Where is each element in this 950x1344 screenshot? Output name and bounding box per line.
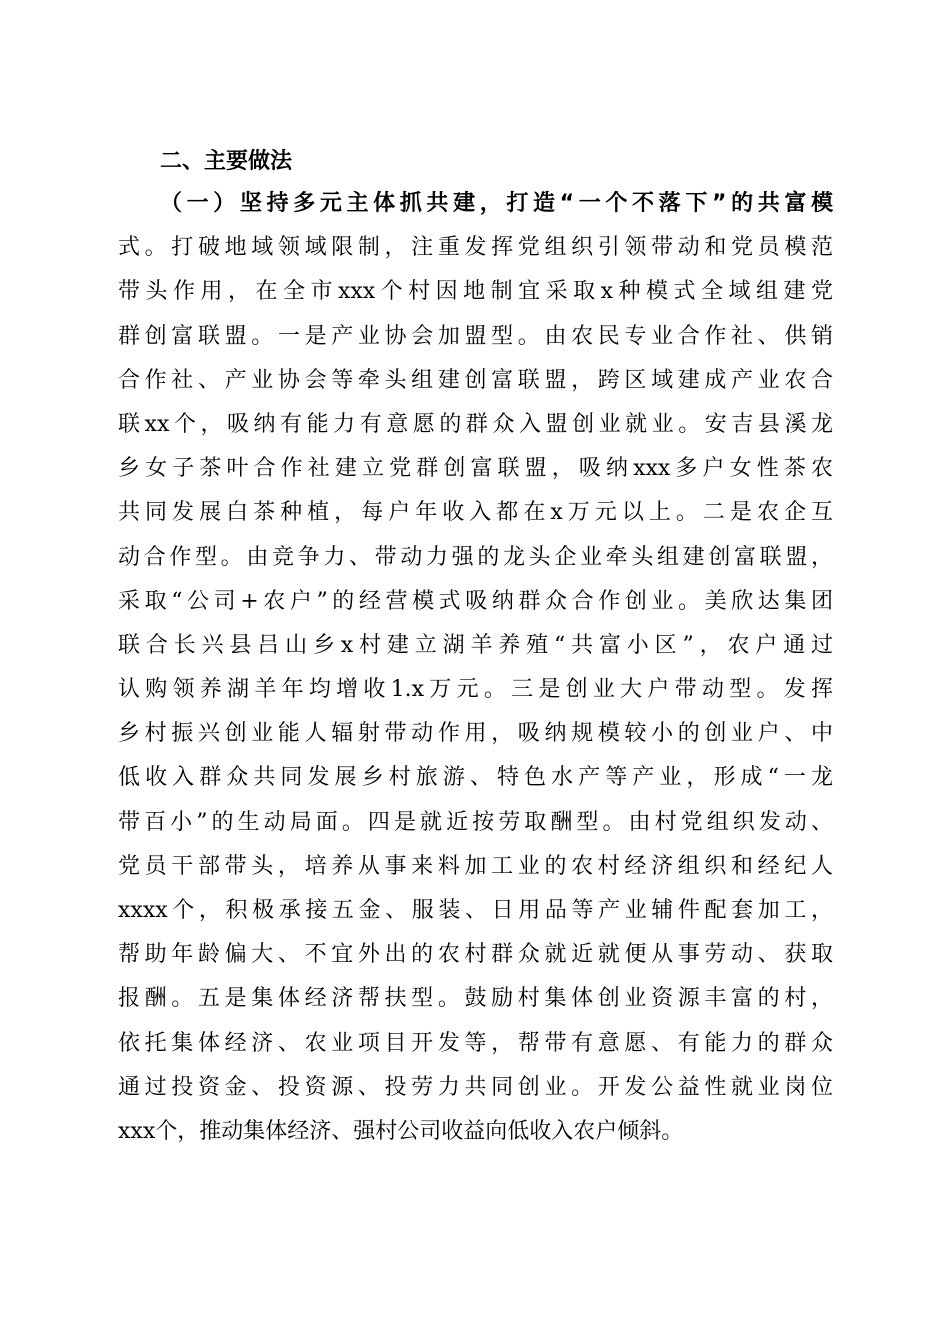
paragraph-line: 帮助年龄偏大、不宜外出的农村群众就近就便从事劳动、获取 <box>118 942 833 968</box>
paragraph-line: 联xx个，吸纳有能力有意愿的群众入盟创业就业。安吉县溪龙 <box>118 411 833 437</box>
paragraph-line: 式。打破地域领域限制，注重发挥党组织引领带动和党员模范 <box>118 235 833 261</box>
paragraph-line: 乡女子茶叶合作社建立党群创富联盟，吸纳xxx多户女性茶农 <box>118 456 833 482</box>
paragraph-line: 低收入群众共同发展乡村旅游、特色水产等产业，形成“一龙 <box>118 765 833 791</box>
paragraph-line: 党员干部带头，培养从事来料加工业的农村经济组织和经纪人 <box>118 853 833 879</box>
paragraph-line: xxxx个，积极承接五金、服装、日用品等产业辅件配套加工， <box>118 898 833 923</box>
paragraph-line: 通过投资金、投资源、投劳力共同创业。开发公益性就业岗位 <box>118 1074 833 1100</box>
paragraph-line: 带头作用，在全市xxx个村因地制宜采取x种模式全域组建党 <box>118 279 833 305</box>
paragraph-line: 共同发展白茶种植，每户年收入都在x万元以上。二是农企互 <box>118 500 833 526</box>
paragraph-body <box>118 182 833 1154</box>
paragraph-line: 报酬。五是集体经济帮扶型。鼓励村集体创业资源丰富的村， <box>118 986 833 1012</box>
paragraph-line: 群创富联盟。一是产业协会加盟型。由农民专业合作社、供销 <box>118 323 833 349</box>
paragraph-line: 乡村振兴创业能人辐射带动作用，吸纳规模较小的创业户、中 <box>118 721 833 747</box>
paragraph-line: 合作社、产业协会等牵头组建创富联盟，跨区域建成产业农合 <box>118 367 833 393</box>
section-heading: 二、主要做法 <box>160 149 293 174</box>
paragraph-lead-line: （一）坚持多元主体抓共建，打造“一个不落下”的共富模 <box>160 191 833 216</box>
paragraph-line: 动合作型。由竞争力、带动力强的龙头企业牵头组建创富联盟， <box>118 544 833 570</box>
paragraph-last-line: xxx个，推动集体经济、强村公司收益向低收入农户倾斜。 <box>118 1118 684 1144</box>
paragraph-line: 联合长兴县吕山乡x村建立湖羊养殖“共富小区”，农户通过 <box>118 632 833 658</box>
paragraph-line: 带百小”的生动局面。四是就近按劳取酬型。由村党组织发动、 <box>118 809 833 835</box>
paragraph-line: 认购领养湖羊年均增收1.x万元。三是创业大户带动型。发挥 <box>118 677 833 703</box>
paragraph-line: 依托集体经济、农业项目开发等，帮带有意愿、有能力的群众 <box>118 1030 833 1056</box>
paragraph-line: 采取“公司+农户”的经营模式吸纳群众合作创业。美欣达集团 <box>118 588 833 614</box>
